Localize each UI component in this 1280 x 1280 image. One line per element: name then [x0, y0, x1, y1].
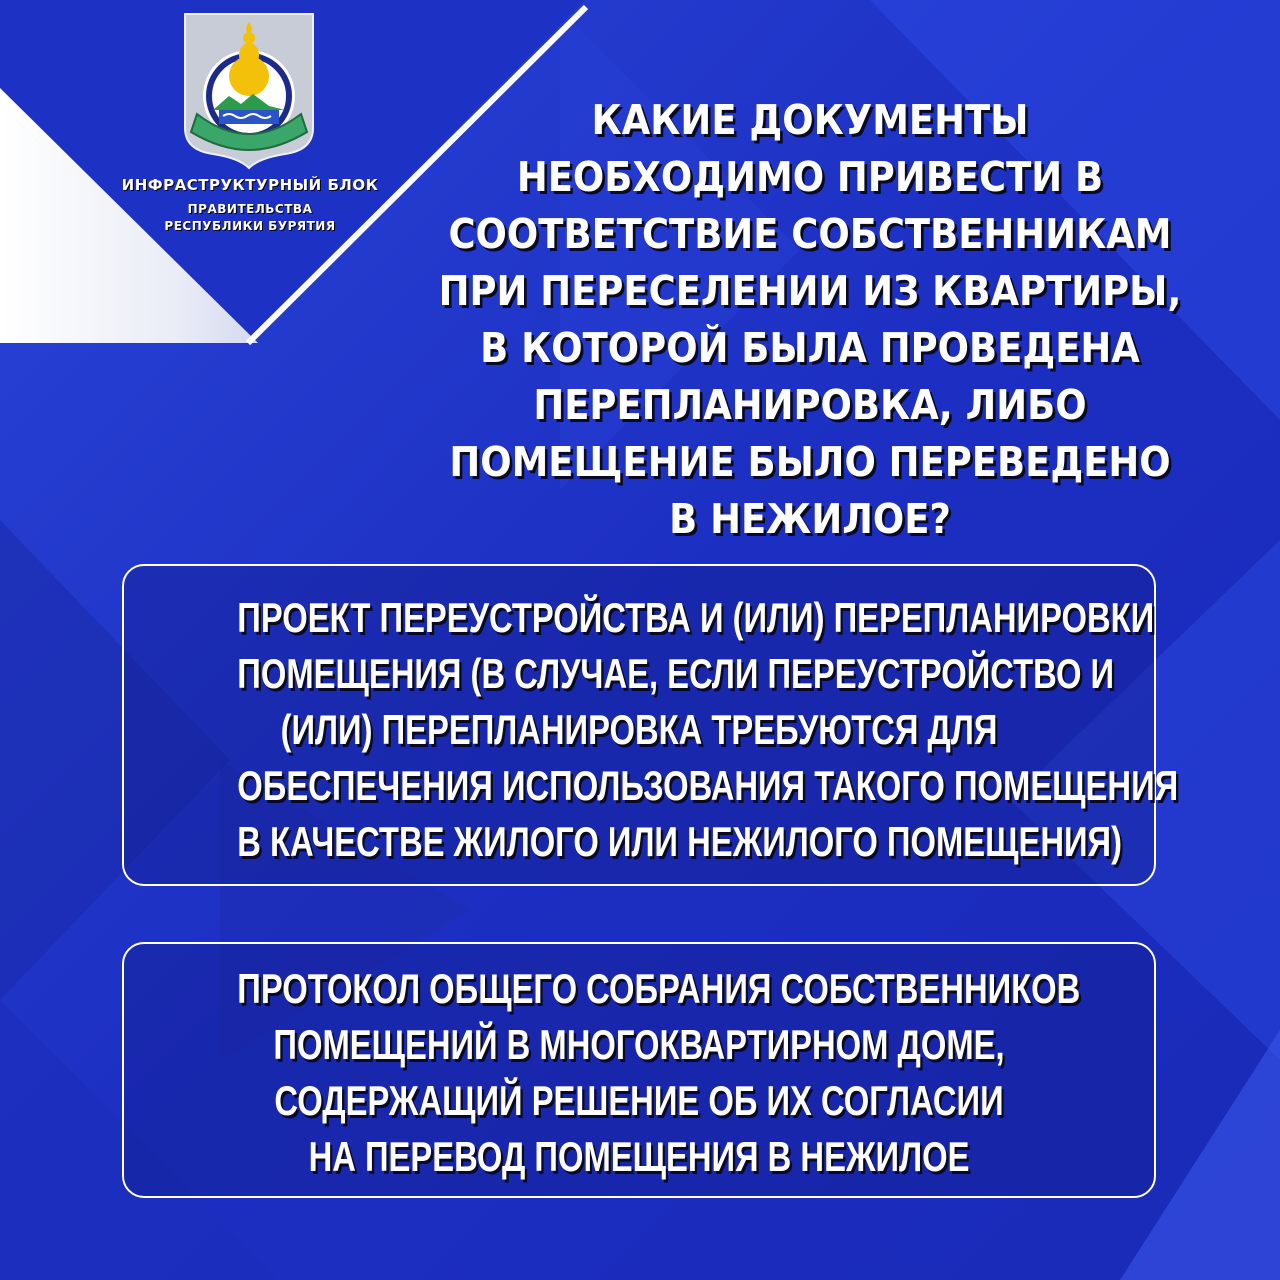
card-line: ОБЕСПЕЧЕНИЯ ИСПОЛЬЗОВАНИЯ ТАКОГО ПОМЕЩЕНИЯ — [237, 762, 1179, 809]
organization-line3: РЕСПУБЛИКИ БУРЯТИЯ — [164, 219, 336, 233]
page-title — [423, 92, 1197, 548]
card-line: ПРОТОКОЛ ОБЩЕГО СОБРАНИЯ СОБСТВЕННИКОВ — [237, 965, 1081, 1012]
organization-line2: ПРАВИТЕЛЬСТВА — [187, 202, 313, 216]
headline-line: ПРИ ПЕРЕСЕЛЕНИИ ИЗ КВАРТИРЫ, — [438, 267, 1182, 315]
headline-line: ПЕРЕПЛАНИРОВКА, ЛИБО — [533, 381, 1087, 429]
organization-line1: ИНФРАСТРУКТУРНЫЙ БЛОК — [121, 176, 379, 194]
card-line: ПОМЕЩЕНИЙ В МНОГОКВАРТИРНОМ ДОМЕ, — [273, 1021, 1005, 1068]
headline-line: НЕОБХОДИМО ПРИВЕСТИ В — [516, 153, 1104, 201]
card-line: СОДЕРЖАЩИЙ РЕШЕНИЕ ОБ ИХ СОГЛАСИИ — [274, 1077, 1004, 1124]
card-line: В КАЧЕСТВЕ ЖИЛОГО ИЛИ НЕЖИЛОГО ПОМЕЩЕНИЯ) — [237, 818, 1123, 865]
card-line: (ИЛИ) ПЕРЕПЛАНИРОВКА ТРЕБУЮТСЯ ДЛЯ — [280, 706, 998, 753]
card-line: НА ПЕРЕВОД ПОМЕЩЕНИЯ В НЕЖИЛОЕ — [308, 1133, 970, 1180]
buryatia-coat-of-arms-icon — [183, 10, 315, 170]
card-line: ПОМЕЩЕНИЯ (В СЛУЧАЕ, ЕСЛИ ПЕРЕУСТРОЙСТВО И — [237, 650, 1115, 697]
headline-line: В КОТОРОЙ БЫЛА ПРОВЕДЕНА — [480, 324, 1140, 372]
card-line: ПРОЕКТ ПЕРЕУСТРОЙСТВА И (ИЛИ) ПЕРЕПЛАНИРОВКИ — [237, 594, 1155, 641]
headline-line: СООТВЕТСТВИЕ СОБСТВЕННИКАМ — [448, 210, 1172, 258]
document-card-project — [122, 564, 1179, 886]
card-text — [237, 590, 1179, 870]
document-card-protocol — [122, 942, 1156, 1198]
headline-line: КАКИЕ ДОКУМЕНТЫ — [591, 96, 1029, 144]
card-text — [237, 961, 1081, 1185]
headline-line: В НЕЖИЛОЕ? — [669, 495, 951, 543]
headline-line: ПОМЕЩЕНИЕ БЫЛО ПЕРЕВЕДЕНО — [449, 438, 1171, 486]
